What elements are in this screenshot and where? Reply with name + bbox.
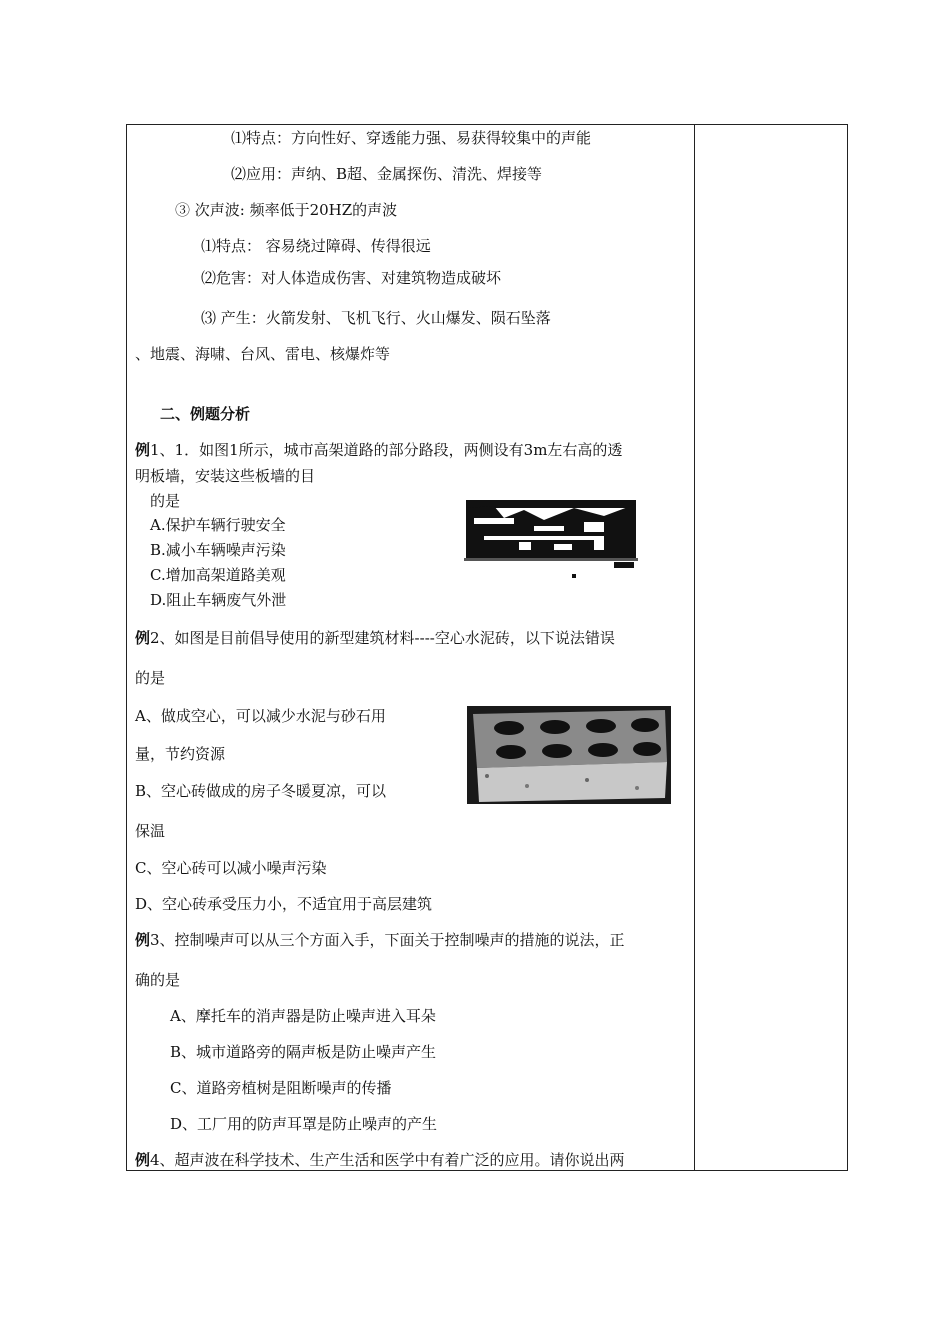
ex4-question (135, 1150, 625, 1170)
ex2-text: 2、如图是目前倡导使用的新型建筑材料----空心水泥砖，以下说法错误 (150, 629, 615, 647)
infrasound-hazards: ⑵危害：对人体造成伤害、对建筑物造成破坏 (201, 269, 502, 287)
ex1-text: 1、1．如图1所示，城市高架道路的部分路段，两侧设有3m左右高的透 (150, 441, 623, 459)
ex3-option-a: A、摩托车的消声器是防止噪声进入耳朵 (170, 1007, 436, 1025)
infrasound-sources-cont: 、地震、海啸、台风、雷电、核爆炸等 (135, 345, 391, 363)
ex3-line2: 确的是 (135, 971, 181, 989)
ex4-text: 4、超声波在科学技术、生产生活和医学中有着广泛的应用。请你说出两 (150, 1151, 625, 1169)
infrasound-features: ⑴特点： 容易绕过障碍、传得很远 (201, 237, 431, 255)
section-title: 二、例题分析 (160, 405, 251, 423)
ex2-option-a-cont: 量，节约资源 (135, 745, 226, 763)
elevated-road-photo (464, 496, 638, 584)
ex1-line3: 的是 (150, 492, 181, 510)
infrasound-sources: ⑶ 产生：火箭发射、飞机飞行、火山爆发、陨石坠落 (201, 309, 551, 327)
ex3-option-b: B、城市道路旁的隔声板是防止噪声产生 (170, 1043, 437, 1061)
hollow-brick-photo (467, 706, 671, 804)
ex3-text: 3、控制噪声可以从三个方面入手，下面关于控制噪声的措施的说法，正 (150, 931, 625, 949)
ex2-question (135, 628, 615, 648)
infrasound-heading: ③ 次声波: 频率低于20HZ的声波 (175, 201, 398, 219)
ex1-option-b: B.减小车辆噪声污染 (150, 541, 286, 559)
column-divider (694, 124, 695, 1171)
ex1-option-c: C.增加高架道路美观 (150, 566, 286, 584)
ex2-option-c: C、空心砖可以减小噪声污染 (135, 859, 327, 877)
ex1-line2: 明板墙，安装这些板墙的目 (135, 467, 316, 485)
ex1-label: 例 (135, 441, 151, 459)
ex2-line2: 的是 (135, 669, 166, 687)
ex2-option-b: B、空心砖做成的房子冬暖夏凉，可以 (135, 782, 387, 800)
ex3-option-d: D、工厂用的防声耳罩是防止噪声的产生 (170, 1115, 438, 1133)
ex3-label: 例 (135, 931, 151, 949)
ex1-option-d: D.阻止车辆废气外泄 (150, 591, 287, 609)
ex3-question (135, 930, 625, 950)
ex2-option-d: D、空心砖承受压力小，不适宜用于高层建筑 (135, 895, 433, 913)
ex2-label: 例 (135, 629, 151, 647)
ultrasonic-applications: ⑵应用：声纳、B超、金属探伤、清洗、焊接等 (231, 165, 543, 183)
ultrasonic-features: ⑴特点：方向性好、穿透能力强、易获得较集中的声能 (231, 129, 592, 147)
ex1-option-a: A.保护车辆行驶安全 (150, 516, 286, 534)
ex4-label: 例 (135, 1151, 151, 1169)
ex2-option-b-cont: 保温 (135, 822, 166, 840)
ex2-option-a: A、做成空心，可以减少水泥与砂石用 (135, 707, 386, 725)
ex1-question (135, 440, 622, 460)
ex3-option-c: C、道路旁植树是阻断噪声的传播 (170, 1079, 392, 1097)
